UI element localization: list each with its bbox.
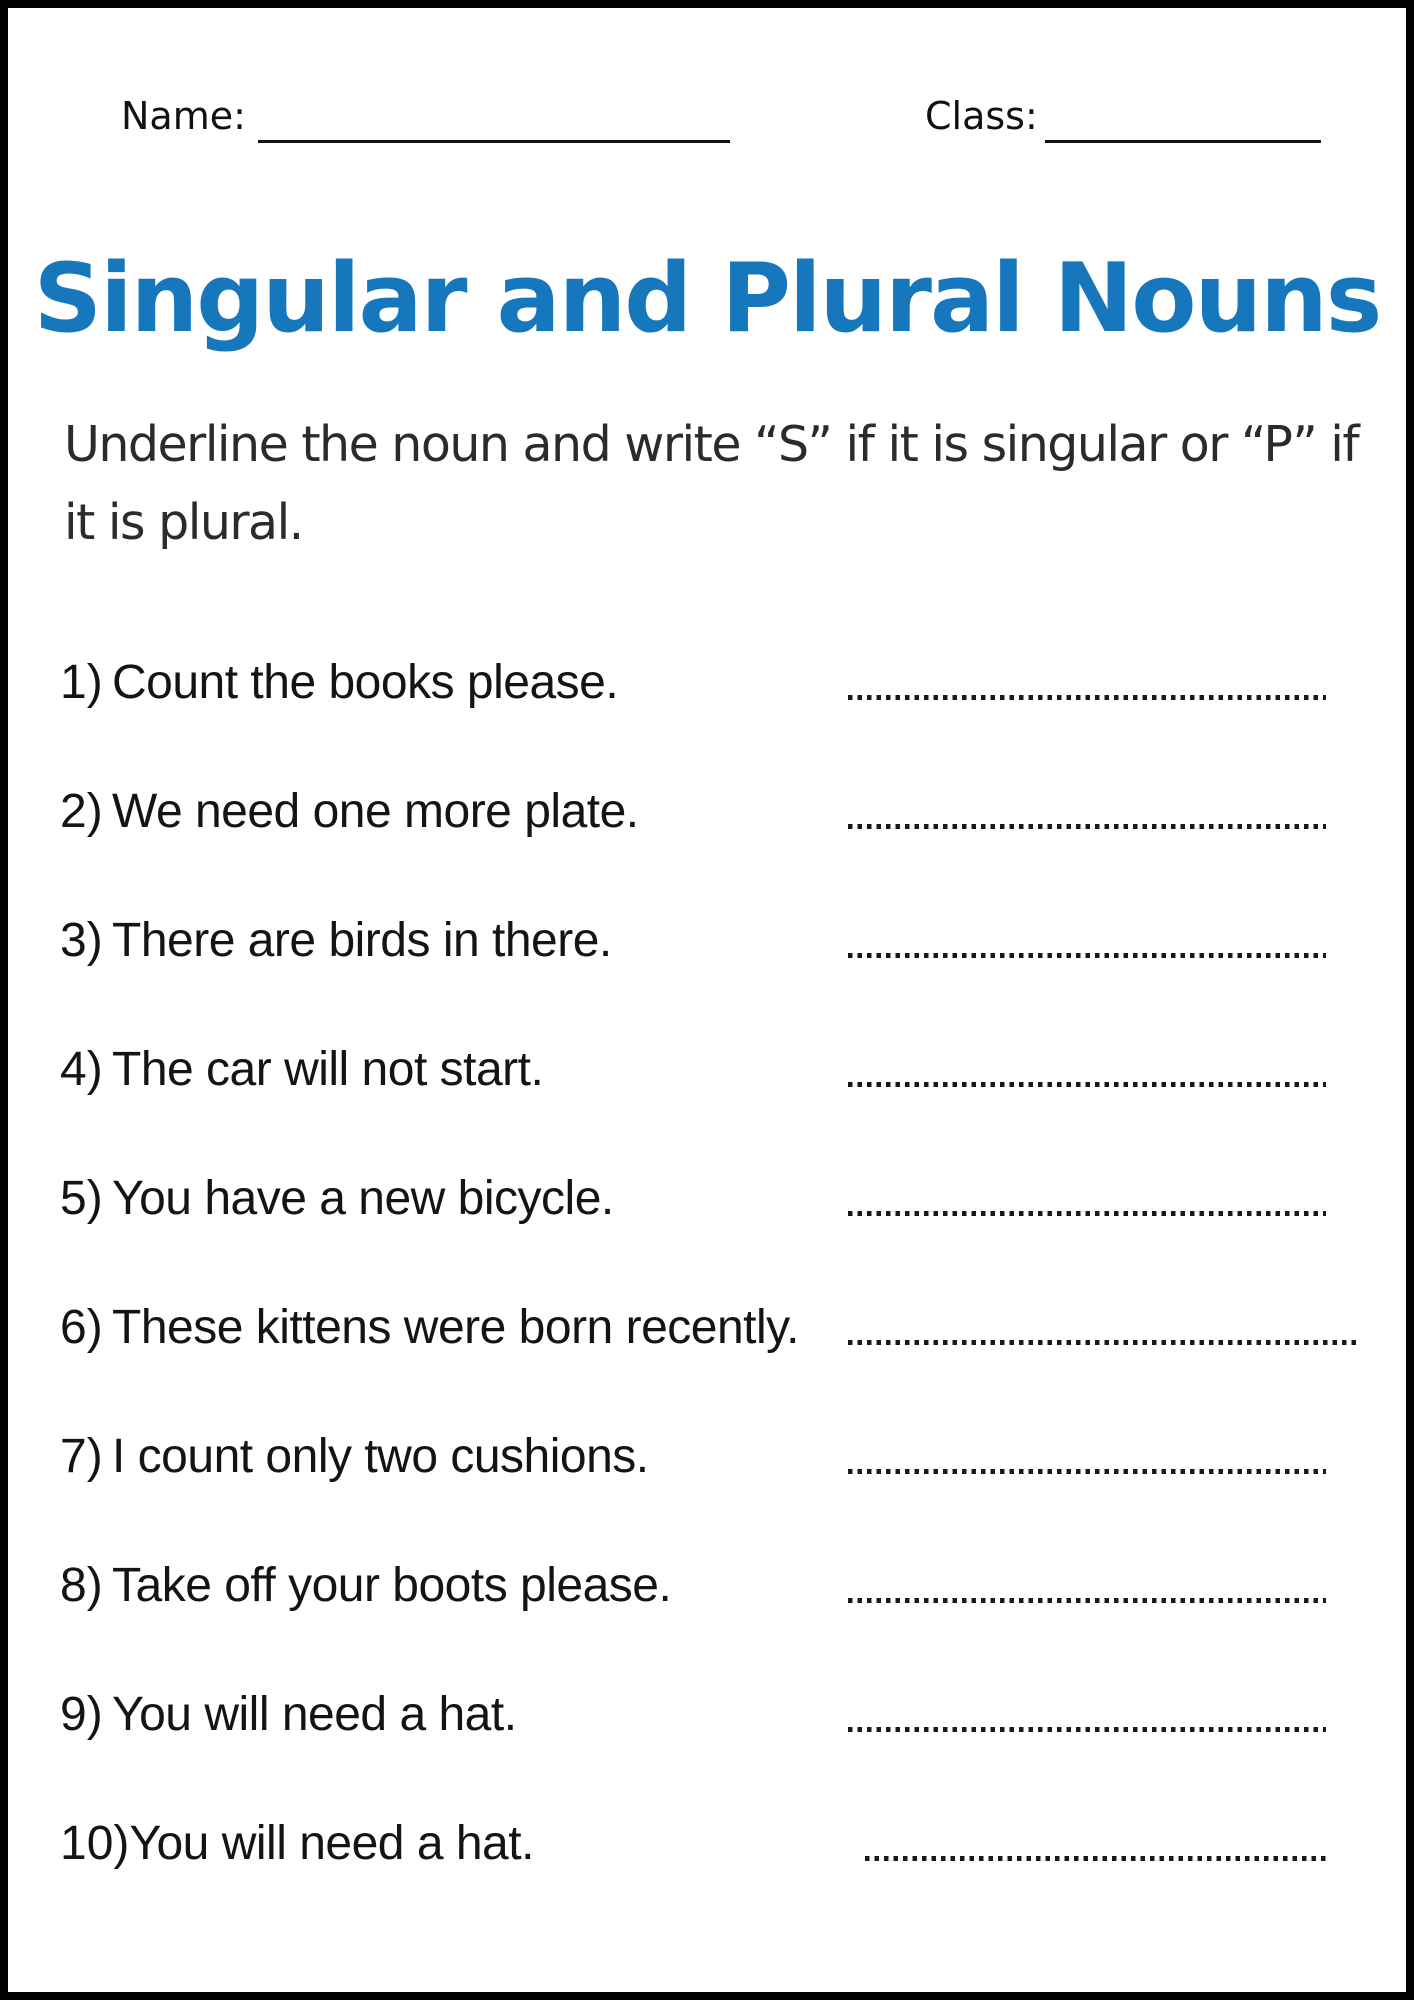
answer-dotted-line [848, 1082, 1326, 1087]
list-item [60, 747, 1326, 876]
instructions: Underline the noun and write “S” if it is singular or “P” if it is plural. [64, 416, 1359, 552]
name-label: Name: [121, 94, 246, 138]
name-blank-line [258, 140, 730, 143]
answer-dotted-line [848, 824, 1326, 829]
list-item [60, 1521, 1326, 1650]
list-item [60, 1005, 1326, 1134]
item-sentence: You will need a hat. [129, 1816, 534, 1870]
class-label: Class: [925, 94, 1038, 138]
item-number: 9) [60, 1687, 103, 1741]
answer-dotted-line [848, 953, 1326, 958]
item-number: 10) [60, 1816, 130, 1870]
list-item [60, 618, 1326, 747]
list-item [60, 1392, 1326, 1521]
answer-dotted-line [848, 1598, 1326, 1603]
item-number: 6) [60, 1300, 103, 1354]
answer-dotted-line [848, 1469, 1326, 1474]
answer-dotted-line [848, 1727, 1326, 1732]
answer-dotted-line [848, 1340, 1357, 1345]
item-number: 4) [60, 1042, 103, 1096]
item-sentence: There are birds in there. [112, 913, 612, 967]
item-number: 8) [60, 1558, 103, 1612]
list-item [60, 1650, 1326, 1779]
worksheet-list [60, 618, 1326, 1908]
item-sentence: You have a new bicycle. [112, 1171, 614, 1225]
item-number: 7) [60, 1429, 103, 1483]
item-sentence: We need one more plate. [112, 784, 639, 838]
item-number: 5) [60, 1171, 103, 1225]
item-sentence: Count the books please. [112, 655, 619, 709]
page-title: Singular and Plural Nouns [33, 244, 1381, 354]
item-number: 2) [60, 784, 103, 838]
answer-dotted-line [865, 1856, 1326, 1861]
item-number: 3) [60, 913, 103, 967]
item-sentence: I count only two cushions. [112, 1429, 649, 1483]
item-number: 1) [60, 655, 103, 709]
list-item [60, 1134, 1326, 1263]
answer-dotted-line [848, 695, 1326, 700]
item-sentence: The car will not start. [112, 1042, 544, 1096]
item-sentence: These kittens were born recently. [112, 1300, 799, 1354]
answer-dotted-line [848, 1211, 1326, 1216]
list-item [60, 876, 1326, 1005]
item-sentence: You will need a hat. [112, 1687, 517, 1741]
list-item [60, 1779, 1326, 1908]
list-item [60, 1263, 1326, 1392]
class-blank-line [1045, 140, 1321, 143]
item-sentence: Take off your boots please. [112, 1558, 672, 1612]
